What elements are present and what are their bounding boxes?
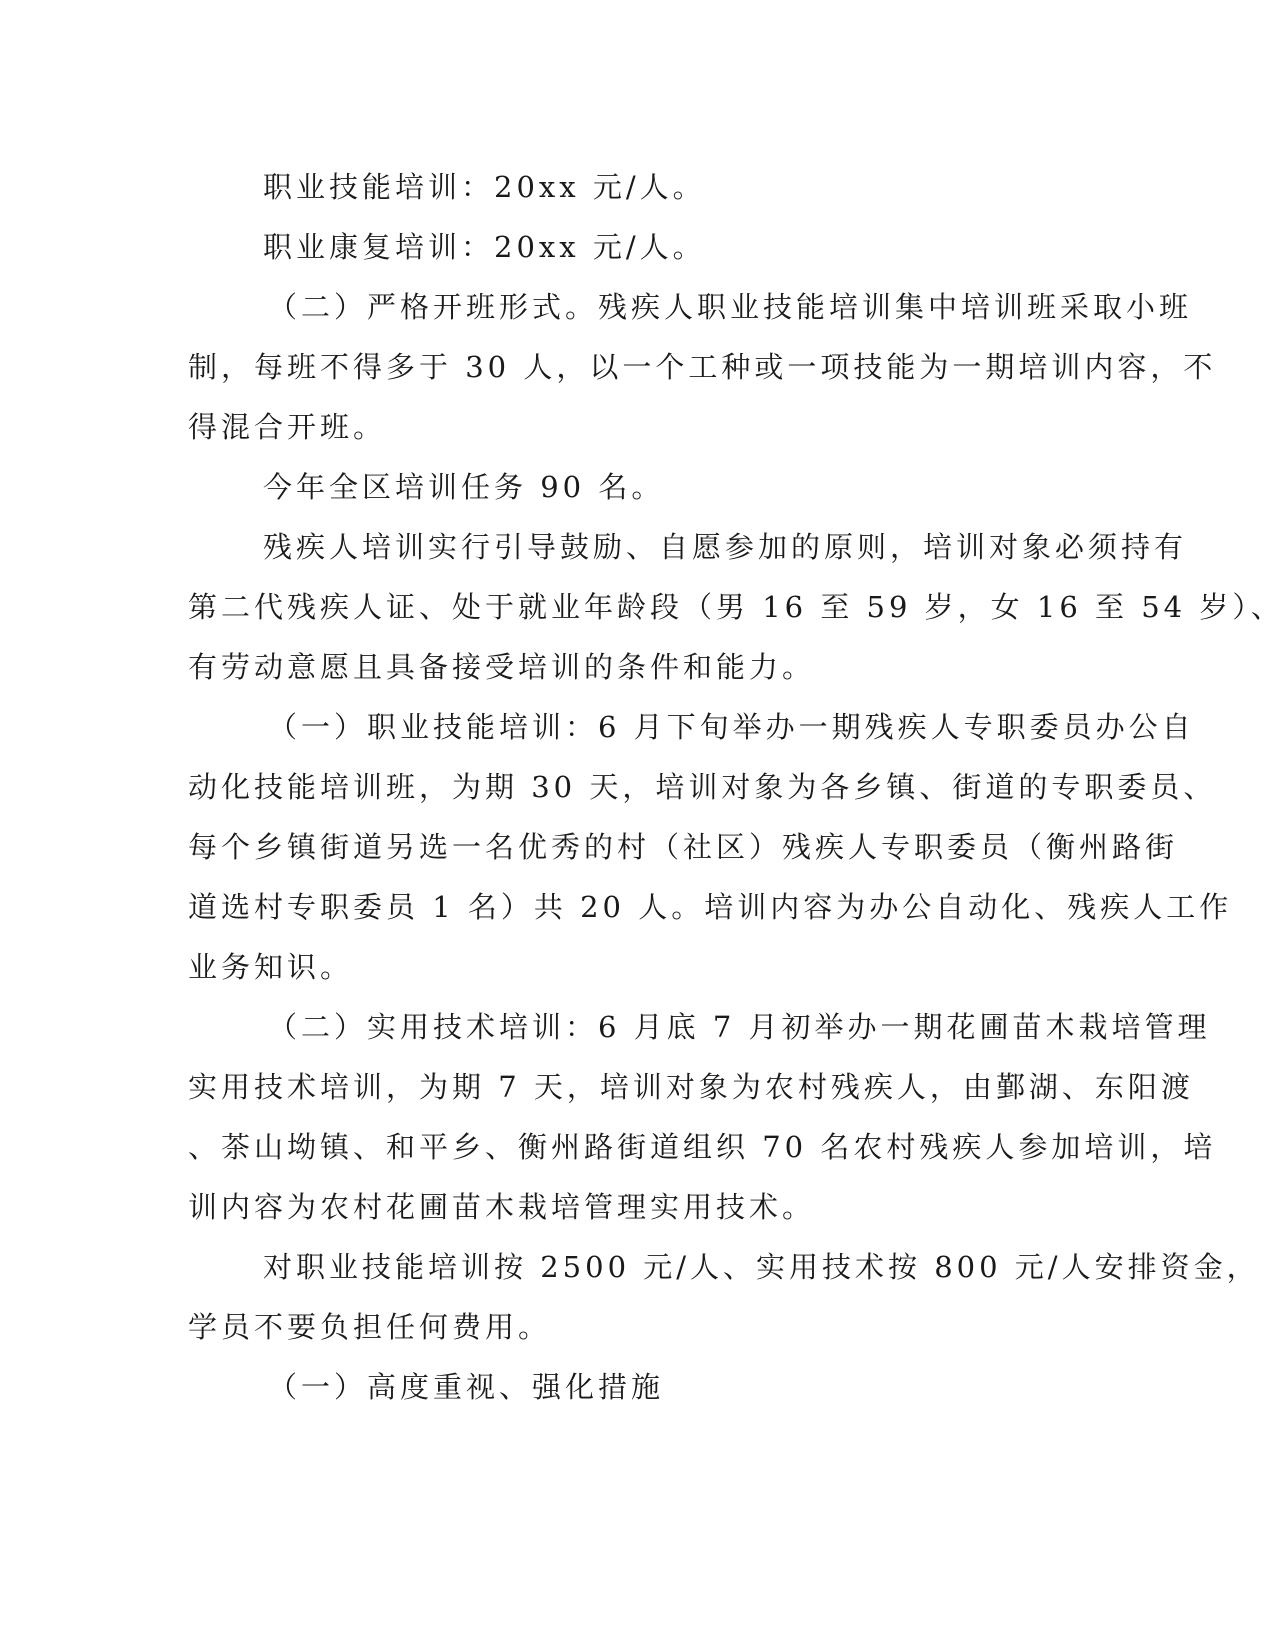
paragraph-skill-training-plan xyxy=(188,697,1233,997)
paragraph-line: （二）实用技术培训：6 月底 7 月初举办一期花圃苗木栽培管理 xyxy=(268,1010,1211,1044)
paragraph-line: 业务知识。 xyxy=(188,950,354,984)
paragraph-annual-task xyxy=(188,457,1068,517)
paragraph-line: （一）职业技能培训：6 月下旬举办一期残疾人专职委员办公自 xyxy=(268,710,1195,744)
paragraph-line: （二）严格开班形式。残疾人职业技能培训集中培训班采取小班 xyxy=(268,290,1193,324)
paragraph-line: 职业康复培训：20xx 元/人。 xyxy=(263,230,706,264)
section-heading-measures xyxy=(188,1357,1068,1417)
paragraph-line: 道选村专职委员 1 名）共 20 人。培训内容为办公自动化、残疾人工作 xyxy=(188,890,1233,924)
paragraph-line: 实用技术培训，为期 7 天，培训对象为农村残疾人，由鄞湖、东阳渡 xyxy=(188,1070,1194,1104)
paragraph-line: （一）高度重视、强化措施 xyxy=(268,1370,665,1404)
paragraph-line: 残疾人培训实行引导鼓励、自愿参加的原则，培训对象必须持有 xyxy=(263,530,1188,564)
paragraph-line: 今年全区培训任务 90 名。 xyxy=(263,470,665,504)
paragraph-line: 训内容为农村花圃苗木栽培管理实用技术。 xyxy=(188,1190,816,1224)
paragraph-line: 对职业技能培训按 2500 元/人、实用技术按 800 元/人安排资金， xyxy=(263,1250,1260,1284)
paragraph-line: 、茶山坳镇、和平乡、衡州路街道组织 70 名农村残疾人参加培训，培 xyxy=(188,1130,1217,1164)
paragraph-line: 职业技能培训：20xx 元/人。 xyxy=(263,170,706,204)
paragraph-practical-training-plan xyxy=(188,997,1217,1237)
paragraph-class-format xyxy=(188,277,1217,457)
paragraph-line: 学员不要负担任何费用。 xyxy=(188,1310,552,1344)
paragraph-line: 动化技能培训班，为期 30 天，培训对象为各乡镇、街道的专职委员、 xyxy=(188,770,1217,804)
document-body xyxy=(188,157,1284,1417)
paragraph-funding xyxy=(188,1237,1260,1357)
paragraph-line: 制，每班不得多于 30 人，以一个工种或一项技能为一期培训内容，不 xyxy=(188,350,1217,384)
paragraph-skill-training-fee xyxy=(188,157,1068,217)
paragraph-rehab-training-fee xyxy=(188,217,1068,277)
paragraph-line: 第二代残疾人证、处于就业年龄段（男 16 至 59 岁，女 16 至 54 岁）、 xyxy=(188,590,1284,624)
paragraph-line: 得混合开班。 xyxy=(188,410,387,444)
paragraph-line: 有劳动意愿且具备接受培训的条件和能力。 xyxy=(188,650,816,684)
paragraph-training-principle xyxy=(188,517,1284,697)
paragraph-line: 每个乡镇街道另选一名优秀的村（社区）残疾人专职委员（衡州路街 xyxy=(188,830,1179,864)
